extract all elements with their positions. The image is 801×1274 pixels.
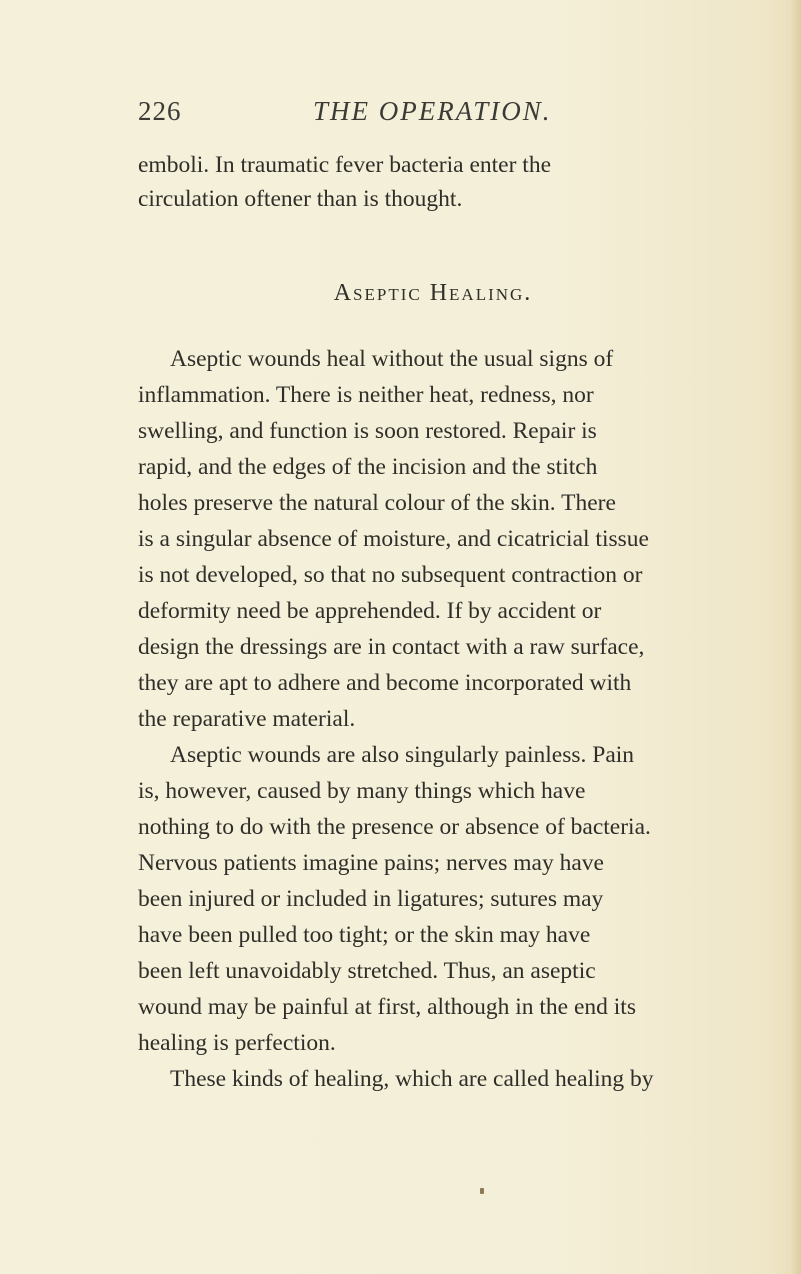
page-edge-shadow xyxy=(791,0,801,1274)
text-line: wound may be painful at first, although in the end its xyxy=(138,994,636,1020)
text-line: nothing to do with the presence or absence of bacteria. xyxy=(138,814,651,840)
text-line: is, however, caused by many things which have xyxy=(138,778,586,804)
text-line: the reparative material. xyxy=(138,706,356,732)
ink-speck xyxy=(480,1188,484,1194)
text-line: have been pulled too tight; or the skin may have xyxy=(138,922,591,948)
text-line: circulation oftener than is thought. xyxy=(138,186,463,212)
text-line: been injured or included in ligatures; sutures may xyxy=(138,886,604,912)
page-number: 226 xyxy=(138,96,182,126)
text-line: Aseptic wounds heal without the usual signs of xyxy=(170,346,614,372)
text-line: swelling, and function is soon restored. Repair is xyxy=(138,418,597,444)
text-line: Aseptic wounds are also singularly painless. Pain xyxy=(170,742,635,768)
text-line: Nervous patients imagine pains; nerves may have xyxy=(138,850,604,876)
text-line: is a singular absence of moisture, and cicatricial tissue xyxy=(138,526,649,552)
text-line: healing is perfection. xyxy=(138,1030,336,1056)
text-line: These kinds of healing, which are called healing by xyxy=(170,1066,654,1092)
text-line: been left unavoidably stretched. Thus, an aseptic xyxy=(138,958,596,984)
text-line: rapid, and the edges of the incision and the stitch xyxy=(138,454,598,480)
text-line: emboli. In traumatic fever bacteria enter the xyxy=(138,152,551,178)
text-line: deformity need be apprehended. If by accident or xyxy=(138,598,602,624)
running-head: THE OPERATION. xyxy=(313,96,552,126)
text-line: inflammation. There is neither heat, redness, nor xyxy=(138,382,594,408)
page-header xyxy=(138,96,698,136)
section-heading: Aseptic Healing. xyxy=(333,280,533,306)
text-line: they are apt to adhere and become incorporated with xyxy=(138,670,632,696)
text-line: design the dressings are in contact with a raw surface, xyxy=(138,634,645,660)
text-line: is not developed, so that no subsequent contraction or xyxy=(138,562,643,588)
text-line: holes preserve the natural colour of the skin. There xyxy=(138,490,616,516)
